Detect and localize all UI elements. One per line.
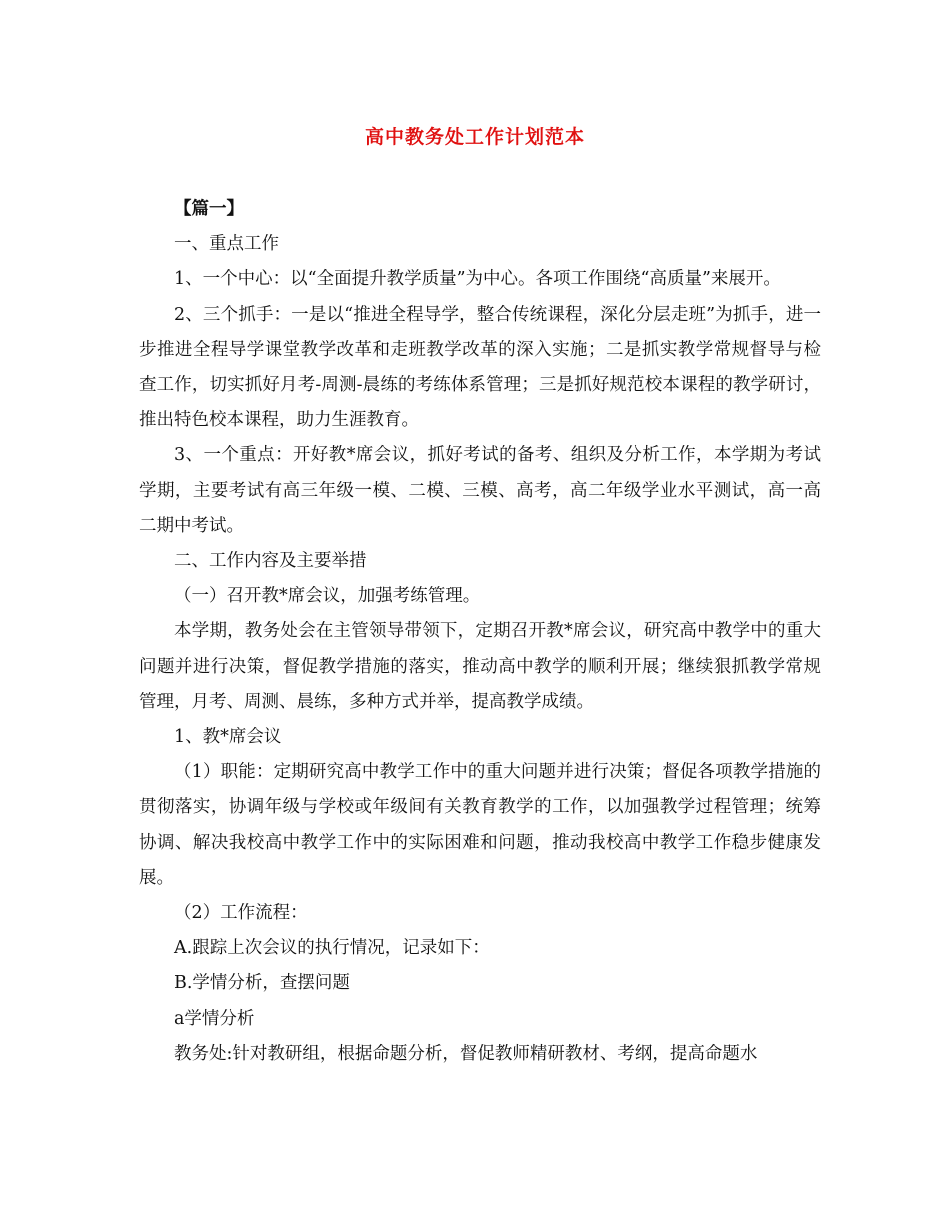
document-body	[139, 192, 821, 1072]
heading-key-work: 一、重点工作	[174, 234, 279, 255]
paragraph-one-center: 1、一个中心：以“全面提升教学质量”为中心。各项工作围绕“高质量”来展开。	[174, 269, 781, 290]
paragraph-three-levers: 2、三个抓手：一是以“推进全程导学，整合传统课程，深化分层走班”为抓手，进一步推进全程导学课堂教学改革和走班教学改革的深入实施；二是抓实教学常规督导与检查工作，切实抓好月考-周测-晨练的考练体系管理；三是抓好规范校本课程的教学研讨，推出特色校本课程，助力生涯教育。	[139, 304, 821, 431]
subheading-meeting-item: 1、教*席会议	[174, 727, 282, 748]
list-item-b: B.学情分析，查摆问题	[174, 973, 350, 994]
paragraph-one-focus: 3、一个重点：开好教*席会议，抓好考试的备考、组织及分析工作，本学期为考试学期，主要考试有高三年级一模、二模、三模、高考，高二年级学业水平测试，高一高二期中考试。	[139, 445, 821, 536]
paragraph-academic-office: 教务处:针对教研组，根据命题分析，督促教师精研教材、考纲，提高命题水	[174, 1043, 758, 1064]
list-item-a: A.跟踪上次会议的执行情况，记录如下：	[174, 938, 490, 959]
paragraph-function: （1）职能：定期研究高中教学工作中的重大问题并进行决策；督促各项教学措施的贯彻落实，协调年级与学校或年级间有关教育教学的工作，以加强教学过程管理；统筹协调、解决我校高中教学工作中的实际困难和问题，推动我校高中教学工作稳步健康发展。	[139, 762, 821, 888]
list-item-a-lower: a学情分析	[174, 1008, 255, 1029]
subheading-meeting: （一）召开教*席会议，加强考练管理。	[174, 586, 481, 607]
paragraph-semester-plan: 本学期，教务处会在主管领导带领下，定期召开教*席会议，研究高中教学中的重大问题并进行决策，督促教学措施的落实，推动高中教学的顺利开展；继续狠抓教学常规管理，月考、周测、晨练，多种方式并举，提高教学成绩。	[139, 621, 821, 712]
section-heading-part-one: 【篇一】	[174, 199, 244, 219]
document-title: 高中教务处工作计划范本	[364, 126, 585, 148]
heading-work-content: 二、工作内容及主要举措	[174, 551, 367, 572]
subheading-workflow: （2）工作流程：	[174, 903, 308, 924]
